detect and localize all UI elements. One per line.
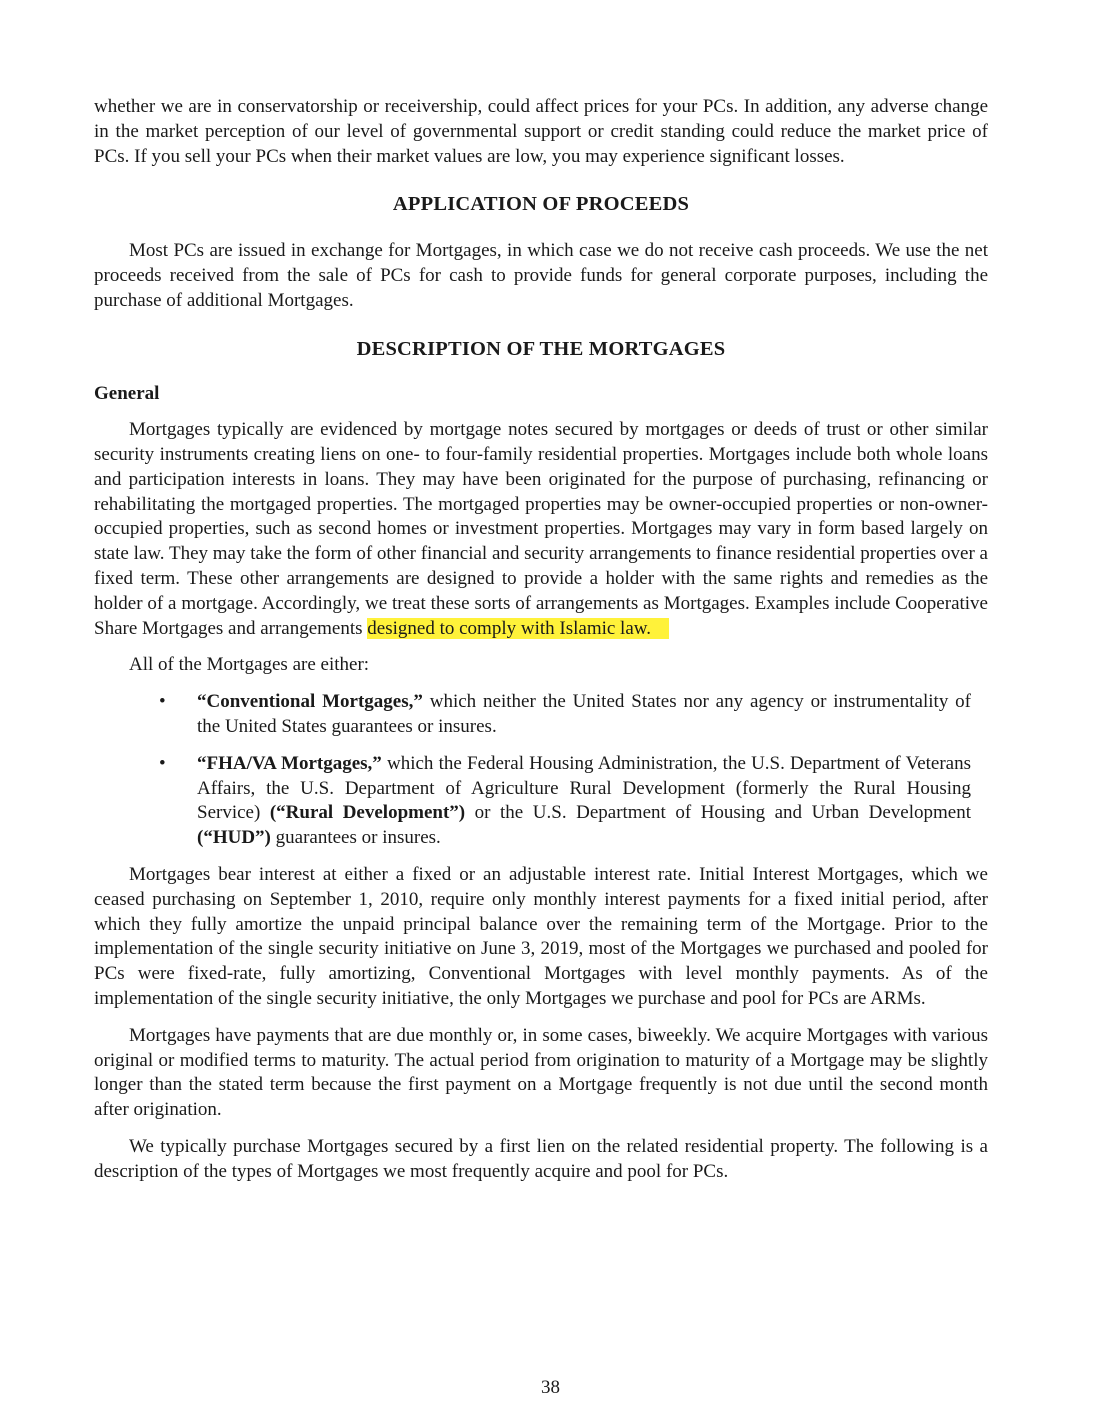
heading-application-of-proceeds: APPLICATION OF PROCEEDS (392, 193, 690, 216)
highlighted-text: designed to comply with Islamic law. (367, 618, 669, 639)
paragraph-first-lien: We typically purchase Mortgages secured by a first lien on the related residential property. The following is a description of the types of Mortgages we most frequently acquire and pool for PCs. (94, 1135, 988, 1182)
paragraph-interest-rates: Mortgages bear interest at either a fixed or an adjustable interest rate. Initial Interest Mortgages, which we ceased purchasing on September 1, 2010, require only monthly interest payments for a fixed initial period, after which they fully amortize the unpaid principal balance over the remaining term of the Mortgage. Prior to the implementation of the single security initiative on June 3, 2019, most of the Mortgages we purchased and pooled for PCs were fixed-rate, fully amortizing, Conventional Mortgages with level monthly payments. As of the implementation of the single security initiative, the only Mortgages we purchase and pool for PCs are ARMs. (94, 863, 988, 1009)
document-page (94, 95, 988, 1184)
paragraph-general-text: Mortgages typically are evidenced by mortgage notes secured by mortgages or deeds of trust or other similar security instruments creating liens on one- to four-family residential properties. Mortgages include both whole loans and participation interests in loans. They may have been originated for the purpose of purchasing, refinancing or rehabilitating the mortgaged properties. The mortgaged properties may be owner-occupied properties or non-owner-occupied properties, such as second homes or investment properties. Mortgages may vary in form based largely on state law. They may take the form of other financial and security arrangements to finance residential properties over a fixed term. These other arrangements are designed to provide a holder with the same rights and remedies as the holder of a mortgage. Accordingly, we treat these sorts of arrangements as Mortgages. Examples include Cooperative Share Mortgages and arrangements (94, 419, 988, 639)
term-conventional-mortgages: “Conventional Mortgages,” (197, 691, 423, 713)
term-hud: (“HUD”) (197, 827, 271, 849)
bullet-icon: • (159, 752, 166, 774)
page-number: 38 (541, 1377, 560, 1398)
term-fha-va-mortgages: “FHA/VA Mortgages,” (197, 752, 382, 774)
term-rural-development: (“Rural Development”) (269, 802, 466, 824)
paragraph-general (94, 418, 988, 641)
mortgage-type-list (94, 690, 988, 851)
list-item-conventional (159, 690, 972, 740)
paragraph-application: Most PCs are issued in exchange for Mortgages, in which case we do not receive cash proceeds. We use the net proceeds received from the sale of PCs for cash to provide funds for general corporate purposes, including the purchase of additional Mortgages. (94, 240, 988, 311)
paragraph-payments: Mortgages have payments that are due monthly or, in some cases, biweekly. We acquire Mortgages with various original or modified terms to maturity. The actual period from origination to maturity of a Mortgage may be slightly longer than the stated term because the first payment on a Mortgage frequently is not due until the second month after origination. (94, 1024, 988, 1121)
list-item-text: or the U.S. Department of Housing and Urban Development (465, 802, 971, 824)
list-item-fha-va (159, 752, 972, 851)
heading-description-of-mortgages: DESCRIPTION OF THE MORTGAGES (356, 337, 726, 360)
subheading-general: General (94, 383, 160, 405)
paragraph-mortgages-either: All of the Mortgages are either: (129, 654, 370, 676)
paragraph-continuation: whether we are in conservatorship or receivership, could affect prices for your PCs. In addition, any adverse change in the market perception of our level of governmental support or credit standing could reduce the market price of PCs. If you sell your PCs when their market values are low, you may experience significant losses. (94, 96, 988, 167)
list-item-text: which the Federal Housing Administration, the U.S. Department of Veterans Affairs, the U.S. Department of Agriculture Rural Development (formerly the Rural Housing Service) (197, 752, 972, 824)
bullet-icon: • (159, 691, 166, 713)
list-item-text: guarantees or insures. (270, 827, 441, 849)
list-item-text: which neither the United States nor any agency or instrumentality of the United States guarantees or insures. (197, 691, 972, 737)
